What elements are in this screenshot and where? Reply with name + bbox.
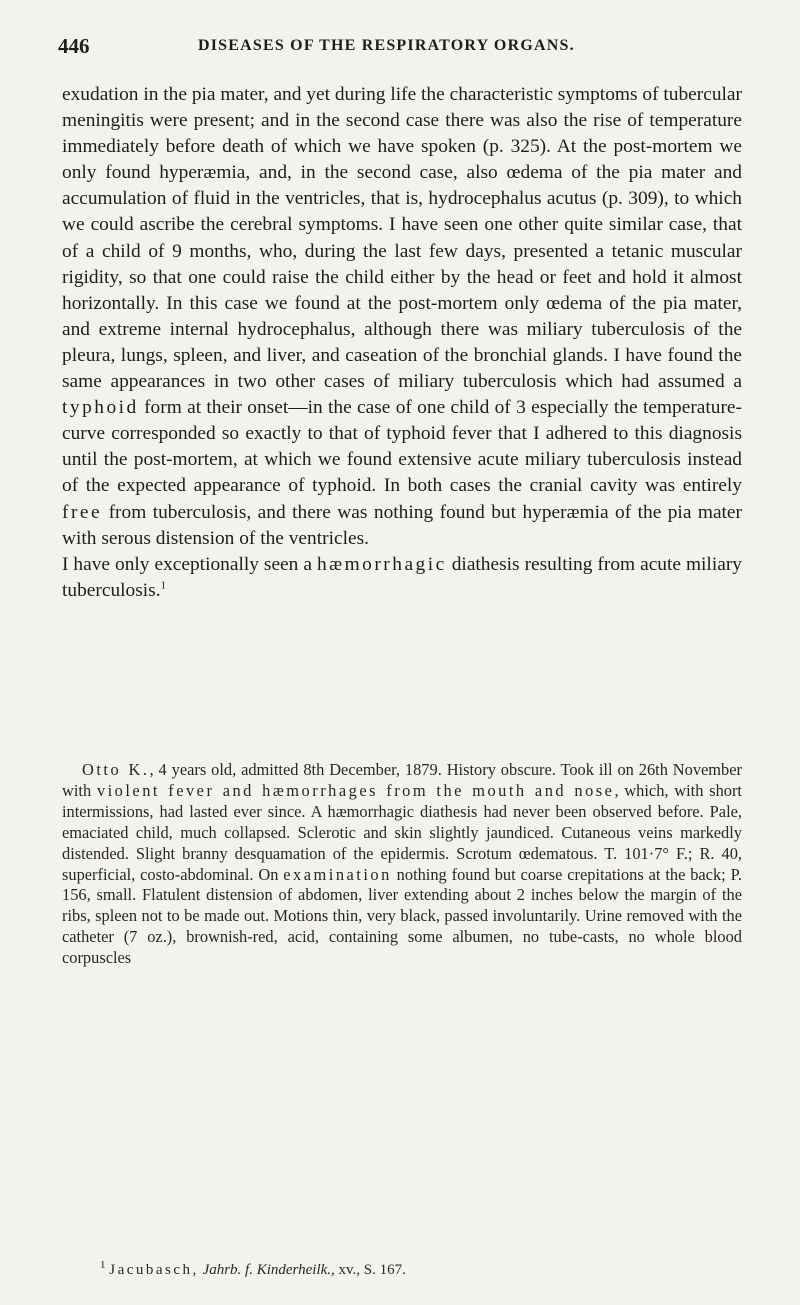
page-number: 446 bbox=[58, 34, 90, 58]
paragraph-2-text-a: I have only exceptionally seen a bbox=[62, 553, 312, 575]
emphasis-examination: examination bbox=[283, 864, 392, 884]
paragraph-1-text-b: form at their onset—in the case of one child of 3 especially the temperature-curve corresponded so exactly to that of typhoid fever that I adhered to this diagnosis until the post-mortem, at which we found extensive acute miliary tuberculosis instead of the expected appearance of typhoid. In both cases the cranial cavity was entirely bbox=[62, 397, 742, 497]
footnote-ref: 1 bbox=[160, 579, 167, 592]
footnote-reference: xv., S. 167. bbox=[338, 1262, 406, 1278]
emphasis-violent-fever: violent fever and hæmorrhages from the mouth and nose bbox=[96, 780, 615, 800]
footnote bbox=[100, 1259, 740, 1279]
running-head: DISEASES OF THE RESPIRATORY ORGANS. bbox=[198, 37, 575, 54]
footnote-journal: Jahrb. f. Kinderheilk., bbox=[202, 1262, 335, 1278]
emphasis-typhoid: typhoid bbox=[62, 397, 139, 419]
footnote-author: Jacubasch, bbox=[109, 1262, 199, 1278]
patient-name: Otto K. bbox=[82, 760, 150, 779]
paragraph-1-text-c: from tuberculosis, and there was nothing found but hyperæmia of the pia mater with serous distension of the ventricles. bbox=[62, 501, 742, 549]
case-text-c: nothing found but coarse crepitations at the back; P. 156, small. Flatulent distension of abdomen, liver extending about 2 inches below the margin of the ribs, spleen not to be made out. Motions thin, very black, passed involuntarily. Urine removed with the catheter (7 oz.), brownish-red, acid, containing some albumen, no tube-casts, no whole blood corpuscles bbox=[62, 864, 742, 968]
emphasis-haemorrhagic: hæmorrhagic bbox=[316, 553, 447, 575]
emphasis-free: free bbox=[62, 501, 103, 523]
case-report-paragraph bbox=[62, 760, 742, 969]
paragraph-2-text-b: diathesis resulting from acute miliary tuberculosis. bbox=[62, 553, 742, 601]
case-text-a: , 4 years old, admitted 8th December, 1879. History obscure. Took ill on 26th November with bbox=[62, 760, 742, 800]
paragraph-1-text-a: exudation in the pia mater, and yet during life the characteristic symptoms of tubercular meningitis were present; and in the second case there was also the rise of temperature immediately before death of which we have spoken (p. 325). At the post-mortem we only found hyperæmia, and, in the second case, also œdema of the pia mater and accumulation of fluid in the ventricles, that is, hydrocephalus acutus (p. 309), to which we could ascribe the cerebral symptoms. I have seen one other quite similar case, that of a child of 9 months, who, during the last few days, presented a tetanic muscular rigidity, so that one could raise the child either by the head or feet and hold it almost horizontally. In this case we found at the post-mortem only œdema of the pia mater, and extreme internal hydrocephalus, although there was miliary tuberculosis of the pleura, lungs, spleen, and liver, and caseation of the bronchial glands. I have found the same appearances in two other cases of miliary tuberculosis which had assumed a bbox=[62, 84, 742, 393]
case-text-b: , which, with short intermissions, had lasted ever since. A hæmorrhagic diathesis had never been observed before. Pale, emaciated child, much collapsed. Sclerotic and skin slightly jaundiced. Cutaneous veins markedly distended. Slight branny desquamation of the epidermis. Scrotum œdematous. T. 101·7° F.; R. 40, superficial, costo-abdominal. On bbox=[62, 780, 742, 884]
page-header bbox=[58, 34, 748, 62]
main-text bbox=[62, 82, 742, 604]
case-report bbox=[62, 760, 742, 969]
paragraph-1 bbox=[62, 82, 742, 552]
paragraph-2 bbox=[62, 552, 742, 604]
footnote-mark: 1 bbox=[100, 1259, 106, 1271]
